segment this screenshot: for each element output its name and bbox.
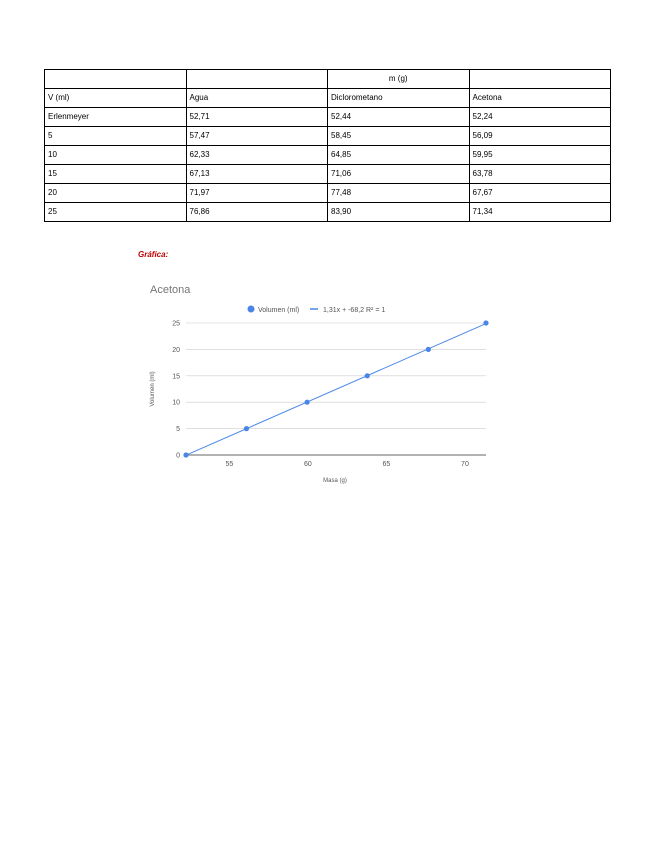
y-axis-label: Volumen (ml) bbox=[150, 371, 156, 407]
table-cell: 71,97 bbox=[186, 184, 328, 203]
table-cell: 25 bbox=[45, 203, 187, 222]
table-cell: 58,45 bbox=[328, 127, 470, 146]
legend-label-volumen: Volumen (ml) bbox=[258, 307, 300, 314]
x-tick-label: 65 bbox=[382, 461, 391, 468]
y-tick-label: 0 bbox=[176, 452, 180, 460]
column-header-agua: Agua bbox=[186, 89, 328, 108]
table-row bbox=[45, 184, 611, 203]
data-point bbox=[183, 452, 188, 457]
table-cell: 59,95 bbox=[469, 146, 611, 165]
data-point bbox=[365, 373, 370, 378]
column-header-volume: V (ml) bbox=[45, 89, 187, 108]
data-point bbox=[426, 347, 431, 352]
table-row bbox=[45, 203, 611, 222]
y-tick-label: 25 bbox=[172, 320, 180, 328]
table-cell: 57,47 bbox=[186, 127, 328, 146]
grafica-label: Gráfica: bbox=[138, 250, 169, 259]
data-point bbox=[244, 426, 249, 431]
column-header-acetona: Acetona bbox=[469, 89, 611, 108]
chart-title: Acetona bbox=[150, 284, 191, 296]
table-cell: 64,85 bbox=[328, 146, 470, 165]
table-cell: 63,78 bbox=[469, 165, 611, 184]
legend-marker-volumen bbox=[248, 306, 255, 313]
table-cell: 15 bbox=[45, 165, 187, 184]
y-tick-label: 10 bbox=[172, 399, 180, 407]
x-tick-label: 70 bbox=[461, 461, 469, 468]
acetona-chart bbox=[145, 298, 495, 493]
table-header-top-row bbox=[45, 70, 611, 89]
table-cell: 71,06 bbox=[328, 165, 470, 184]
y-tick-label: 20 bbox=[172, 346, 180, 354]
table-cell: 20 bbox=[45, 184, 187, 203]
table-cell: 10 bbox=[45, 146, 187, 165]
legend-label-trendline: 1,31x + -68,2 R² = 1 bbox=[323, 307, 386, 314]
table-cell bbox=[45, 70, 187, 89]
table-cell: 76,86 bbox=[186, 203, 328, 222]
table-cell: 52,44 bbox=[328, 108, 470, 127]
table-cell: 67,67 bbox=[469, 184, 611, 203]
table-cell: 62,33 bbox=[186, 146, 328, 165]
table-cell: 77,48 bbox=[328, 184, 470, 203]
y-tick-label: 15 bbox=[172, 373, 180, 381]
x-tick-label: 60 bbox=[303, 461, 312, 468]
table-cell bbox=[186, 70, 328, 89]
y-axis-ticks bbox=[172, 321, 180, 460]
y-tick-label: 5 bbox=[176, 426, 180, 434]
table-cell-mass-header: m (g) bbox=[328, 70, 470, 89]
column-header-diclorometano: Diclorometano bbox=[328, 89, 470, 108]
table-cell: 52,71 bbox=[186, 108, 328, 127]
table-cell: 5 bbox=[45, 127, 187, 146]
chart-legend bbox=[248, 306, 386, 315]
table-cell bbox=[469, 70, 611, 89]
table-cell: 67,13 bbox=[186, 165, 328, 184]
table-cell: 52,24 bbox=[469, 108, 611, 127]
table-row bbox=[45, 165, 611, 184]
x-axis-label: Masa (g) bbox=[323, 478, 347, 484]
table-cell: Erlenmeyer bbox=[45, 108, 187, 127]
data-point bbox=[483, 320, 488, 325]
table-row bbox=[45, 146, 611, 165]
trendline bbox=[186, 324, 486, 456]
table-header-row bbox=[45, 89, 611, 108]
table-cell: 56,09 bbox=[469, 127, 611, 146]
x-tick-label: 55 bbox=[225, 461, 234, 468]
table-row bbox=[45, 127, 611, 146]
table-cell: 83,90 bbox=[328, 203, 470, 222]
mass-volume-table bbox=[44, 69, 611, 222]
table-cell: 71,34 bbox=[469, 203, 611, 222]
data-point bbox=[304, 400, 309, 405]
x-axis-ticks bbox=[225, 461, 468, 468]
table-row bbox=[45, 108, 611, 127]
